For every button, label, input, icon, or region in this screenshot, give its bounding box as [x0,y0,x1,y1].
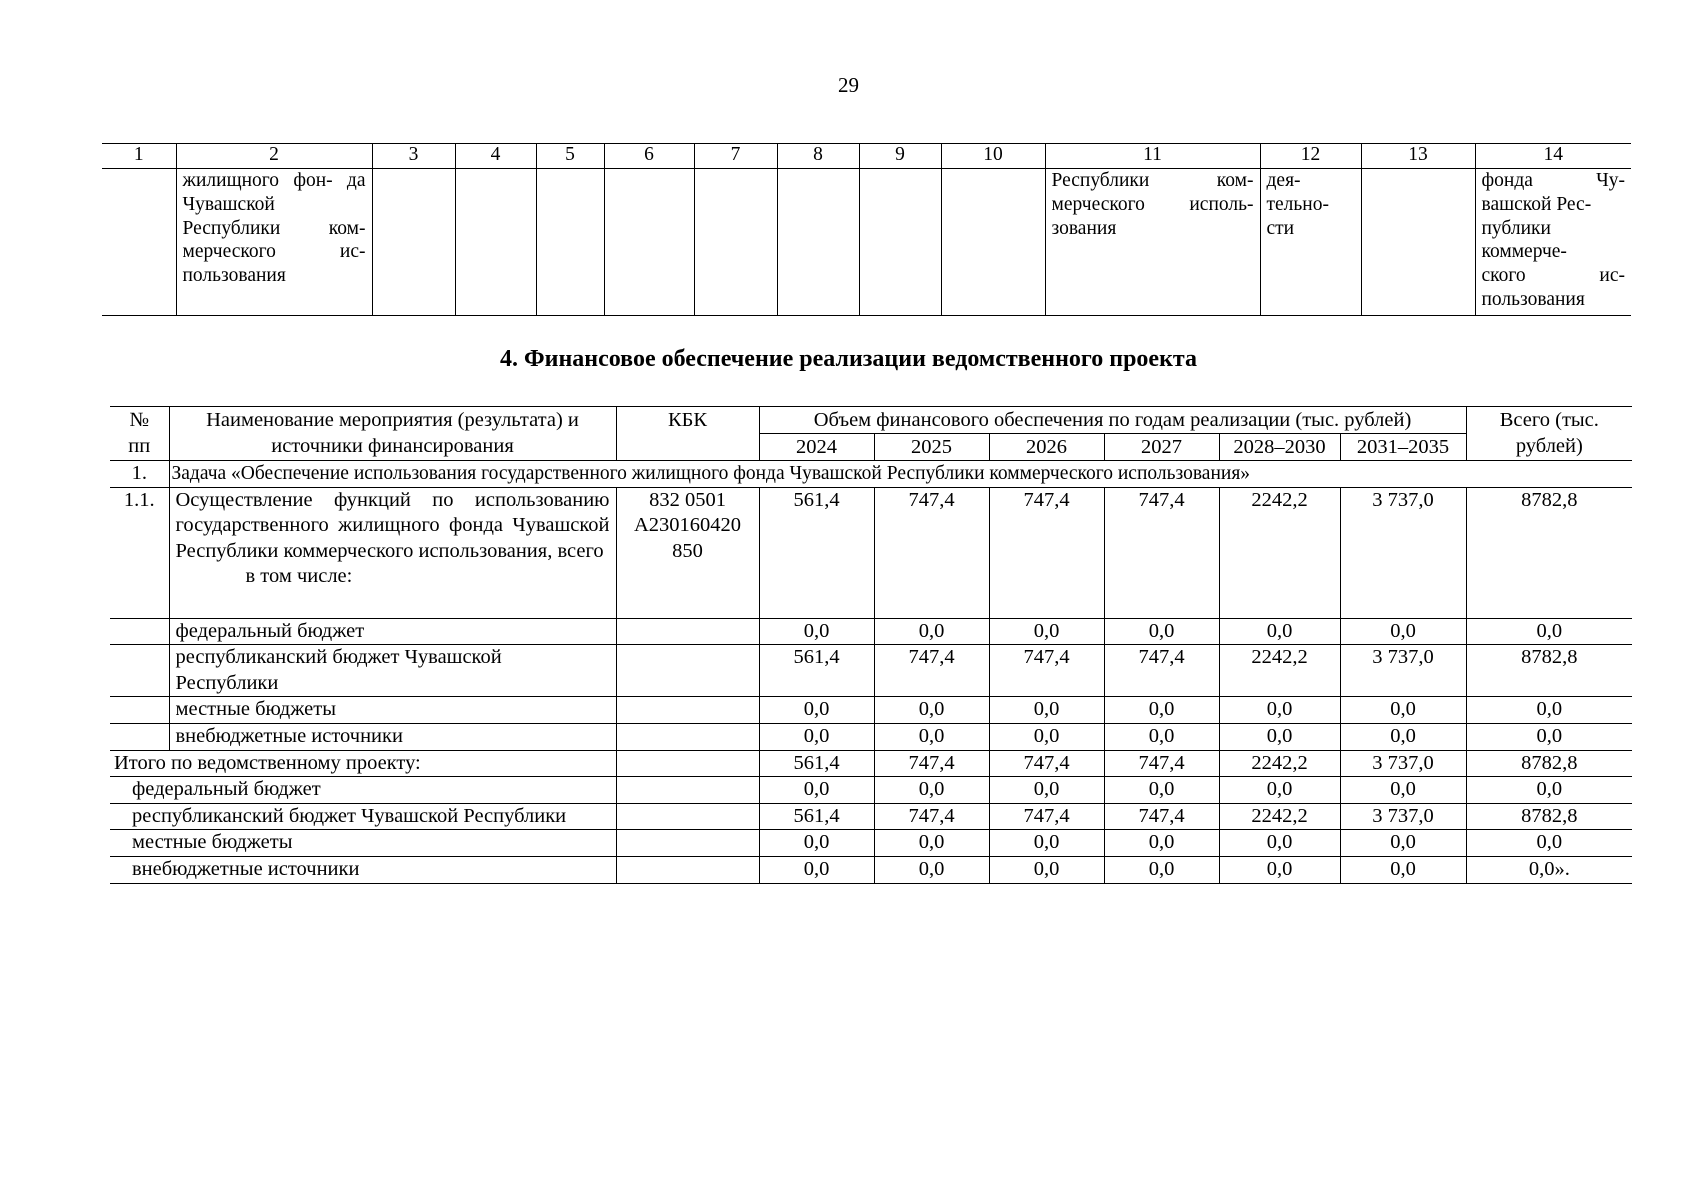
cell-col11 [1045,169,1260,316]
column-number: 12 [1260,144,1361,169]
value-cell: 0,0 [989,723,1104,750]
value-cell: 0,0 [989,697,1104,724]
value-cell: 747,4 [989,645,1104,697]
value-cell: 0,0 [759,697,874,724]
col14-line: фонда Чу- [1481,170,1625,191]
task-text: Задача «Обеспечение использования государственного жилищного фонда Чувашской Республики коммерческого использования» [169,461,1632,488]
value-cell: 0,0 [759,830,874,857]
year-header: 2027 [1104,434,1219,461]
value-cell: 0,0 [1340,856,1466,883]
value-cell: 0,0 [1219,830,1340,857]
year-header: 2026 [989,434,1104,461]
activity-name [169,487,616,618]
value-cell: 0,0 [874,723,989,750]
cell-empty [110,618,169,645]
cell-empty [536,169,604,316]
col2-line: пользования [182,265,286,287]
cell-empty [777,169,859,316]
col2-line: жилищного фон- [182,170,333,191]
value-cell: 0,0 [759,723,874,750]
cell-empty [110,697,169,724]
kbk-line: 832 0501 [649,488,726,511]
value-cell: 0,0 [989,618,1104,645]
source-label: республиканский бюджет Чувашской Республики [110,803,616,830]
col2-line: Республики ком- [182,217,366,239]
header-volume: Объем финансового обеспечения по годам реализации (тыс. рублей) [759,407,1466,434]
column-number: 5 [536,144,604,169]
value-cell: 0,0 [1340,618,1466,645]
value-cell: 0,0 [1219,723,1340,750]
value-cell: 747,4 [874,750,989,777]
finance-table [110,406,1632,884]
value-cell: 2242,2 [1219,750,1340,777]
value-cell: 747,4 [874,487,989,618]
col2-line: мерческого ис- [182,241,366,263]
value-cell: 0,0 [1219,856,1340,883]
value-cell: 747,4 [874,803,989,830]
header-kbk: КБК [616,407,759,461]
project-total-row [110,750,1632,777]
value-cell: 0,0 [759,618,874,645]
value-cell: 747,4 [1104,750,1219,777]
total-cell: 8782,8 [1466,487,1632,618]
column-number: 13 [1361,144,1475,169]
cell-empty [616,856,759,883]
cell-empty [372,169,455,316]
activity-num: 1.1. [110,487,169,618]
year-header: 2028–2030 [1219,434,1340,461]
value-cell: 0,0 [1340,697,1466,724]
col14-line: ского ис- [1481,265,1625,287]
total-cell: 0,0 [1466,723,1632,750]
value-cell: 0,0 [874,618,989,645]
value-cell: 0,0 [874,697,989,724]
project-source-row [110,777,1632,804]
year-header: 2031–2035 [1340,434,1466,461]
cell-empty [102,169,176,316]
page-number: 29 [838,73,859,97]
header-name: Наименование мероприятия (результата) и источники финансирования [169,407,616,461]
cell-col12 [1260,169,1361,316]
value-cell: 0,0 [1219,697,1340,724]
cell-empty [616,618,759,645]
col12-line: сти [1266,217,1295,239]
continuation-table [102,143,1631,316]
value-cell: 0,0 [1219,777,1340,804]
cell-empty [616,697,759,724]
col12-line: дея- [1266,170,1301,191]
value-cell: 747,4 [989,487,1104,618]
value-cell: 747,4 [1104,645,1219,697]
source-label: местные бюджеты [169,697,616,724]
cell-empty [616,777,759,804]
value-cell: 0,0 [989,830,1104,857]
project-total-label: Итого по ведомственному проекту: [110,750,616,777]
col14-line: вашской Рес- [1481,193,1592,215]
total-cell: 8782,8 [1466,645,1632,697]
cell-col14 [1475,169,1631,316]
value-cell: 0,0 [1104,830,1219,857]
cell-empty [694,169,777,316]
value-cell: 747,4 [1104,803,1219,830]
source-label: федеральный бюджет [169,618,616,645]
activity-source-row [110,697,1632,724]
value-cell: 2242,2 [1219,487,1340,618]
value-cell: 0,0 [1104,618,1219,645]
task-row [110,461,1632,488]
value-cell: 0,0 [1340,723,1466,750]
total-cell: 0,0 [1466,830,1632,857]
source-label: внебюджетные источники [110,856,616,883]
cell-col2 [176,169,372,316]
column-number: 11 [1045,144,1260,169]
continuation-row [102,169,1631,316]
column-number: 2 [176,144,372,169]
cell-empty [616,723,759,750]
value-cell: 0,0 [874,856,989,883]
value-cell: 747,4 [1104,487,1219,618]
value-cell: 0,0 [874,830,989,857]
cell-empty [616,830,759,857]
cell-empty [616,750,759,777]
cell-empty [616,645,759,697]
year-header: 2024 [759,434,874,461]
cell-empty [455,169,536,316]
value-cell: 0,0 [874,777,989,804]
value-cell: 3 737,0 [1340,487,1466,618]
activity-source-row [110,618,1632,645]
col11-line: зования [1051,217,1117,239]
source-label: местные бюджеты [110,830,616,857]
task-num: 1. [110,461,169,488]
kbk-line: 850 [672,539,703,562]
value-cell: 3 737,0 [1340,750,1466,777]
cell-empty [110,645,169,697]
value-cell: 3 737,0 [1340,645,1466,697]
value-cell: 747,4 [989,803,1104,830]
source-label: федеральный бюджет [110,777,616,804]
total-cell: 8782,8 [1466,750,1632,777]
column-number: 1 [102,144,176,169]
project-source-row [110,830,1632,857]
activity-kbk [616,487,759,618]
col14-line: публики [1481,217,1551,239]
value-cell: 2242,2 [1219,645,1340,697]
total-cell: 8782,8 [1466,803,1632,830]
activity-source-row [110,723,1632,750]
source-label: республиканский бюджет Чувашской Республики [169,645,616,697]
activity-row [110,487,1632,618]
col14-line: пользования [1481,288,1585,310]
value-cell: 3 737,0 [1340,803,1466,830]
value-cell: 747,4 [989,750,1104,777]
col11-line: Республики ком- [1051,170,1254,191]
column-number: 6 [604,144,694,169]
value-cell: 0,0 [1340,777,1466,804]
column-number: 4 [455,144,536,169]
column-number-row [102,144,1631,169]
project-source-row [110,856,1632,883]
kbk-line: А230160420 [633,514,742,537]
value-cell: 561,4 [759,645,874,697]
activity-source-row [110,645,1632,697]
activity-name-text: Осуществление функций по использованию государственного жилищного фонда Чувашской Республики коммерческого использования, всего [175,488,610,562]
cell-empty [859,169,941,316]
including-label: в том числе: [245,565,353,588]
value-cell: 0,0 [1104,777,1219,804]
column-number: 14 [1475,144,1631,169]
column-number: 8 [777,144,859,169]
value-cell: 0,0 [759,777,874,804]
value-cell: 0,0 [1340,830,1466,857]
cell-empty [110,723,169,750]
col12-line: тельно- [1266,193,1329,215]
value-cell: 0,0 [1219,618,1340,645]
column-number: 9 [859,144,941,169]
value-cell: 561,4 [759,487,874,618]
total-cell: 0,0 [1466,697,1632,724]
column-number: 3 [372,144,455,169]
column-number: 7 [694,144,777,169]
year-header: 2025 [874,434,989,461]
value-cell: 0,0 [1104,856,1219,883]
value-cell: 0,0 [989,777,1104,804]
section-title: 4. Финансовое обеспечение реализации ведомственного проекта [500,346,1197,372]
value-cell: 561,4 [759,803,874,830]
value-cell: 0,0 [989,856,1104,883]
total-cell: 0,0 [1466,777,1632,804]
total-cell: 0,0 [1466,618,1632,645]
header-num: № пп [110,407,169,461]
value-cell: 561,4 [759,750,874,777]
total-cell: 0,0». [1466,856,1632,883]
source-label: внебюджетные источники [169,723,616,750]
cell-empty [604,169,694,316]
col11-line: мерческого исполь- [1051,193,1254,215]
col14-line: коммерче- [1481,241,1567,263]
cell-empty [1361,169,1475,316]
value-cell: 2242,2 [1219,803,1340,830]
project-source-row [110,803,1632,830]
column-number: 10 [941,144,1045,169]
cell-empty [941,169,1045,316]
value-cell: 0,0 [1104,723,1219,750]
cell-empty [616,803,759,830]
value-cell: 0,0 [1104,697,1219,724]
value-cell: 0,0 [759,856,874,883]
header-total: Всего (тыс. рублей) [1466,407,1632,461]
header-row [110,407,1632,434]
col2-line: да Чувашской [182,170,366,215]
value-cell: 747,4 [874,645,989,697]
